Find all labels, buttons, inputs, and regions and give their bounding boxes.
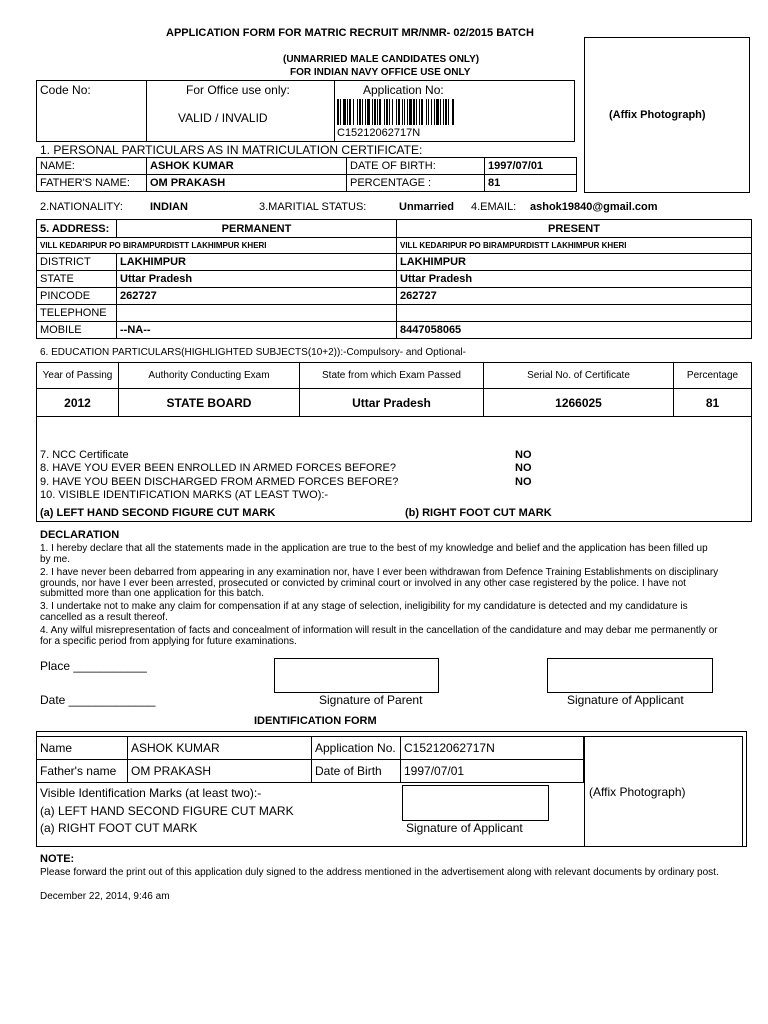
marital-label: 3.MARITIAL STATUS:	[259, 201, 367, 213]
q10-text: 10. VISIBLE IDENTIFICATION MARKS (AT LEAST TWO):-	[40, 489, 329, 501]
code-label: Code No:	[40, 83, 91, 97]
edu-header-state: State from which Exam Passed	[300, 363, 484, 389]
permanent-header: PERMANENT	[117, 220, 397, 238]
nationality-label: 2.NATIONALITY:	[40, 201, 123, 213]
q7-answer: NO	[515, 449, 532, 461]
declaration-heading: DECLARATION	[40, 529, 120, 541]
photo-label: (Affix Photograph)	[609, 109, 706, 121]
date-field[interactable]: Date _____________	[40, 693, 156, 707]
id-applicant-signature-box[interactable]	[402, 785, 549, 821]
note-heading: NOTE:	[40, 853, 75, 865]
email-label: 4.EMAIL:	[471, 201, 517, 213]
id-name-label: Name	[37, 737, 128, 760]
address-table	[36, 219, 752, 339]
parent-signature-box[interactable]	[274, 658, 439, 693]
q7-text: 7. NCC Certificate	[40, 449, 129, 461]
application-no-value: C15212062717N	[337, 127, 421, 139]
form-title: APPLICATION FORM FOR MATRIC RECRUIT MR/NMR- 02/2015 BATCH	[166, 27, 534, 39]
parent-signature-label: Signature of Parent	[319, 693, 423, 707]
telephone-pres	[397, 305, 752, 322]
applicant-signature-box[interactable]	[547, 658, 713, 693]
id-mark-b: (a) RIGHT FOOT CUT MARK	[40, 821, 198, 835]
present-address-line: VILL KEDARIPUR PO BIRAMPURDISTT LAKHIMPUR KHERI	[397, 238, 752, 254]
id-application-value: C15212062717N	[401, 737, 584, 760]
id-applicant-signature-label: Signature of Applicant	[406, 821, 523, 835]
percentage-value: 81	[485, 175, 577, 192]
application-no-label: Application No:	[363, 83, 444, 97]
district-pres: LAKHIMPUR	[397, 254, 752, 271]
id-photo-label: (Affix Photograph)	[589, 785, 686, 799]
id-dob-label: Date of Birth	[312, 760, 401, 783]
id-marks-label: Visible Identification Marks (at least two):-	[40, 786, 262, 800]
telephone-perm	[117, 305, 397, 322]
present-header: PRESENT	[397, 220, 752, 238]
mark-b: (b) RIGHT FOOT CUT MARK	[405, 507, 552, 519]
id-name-value: ASHOK KUMAR	[128, 737, 312, 760]
edu-state: Uttar Pradesh	[300, 389, 484, 417]
declaration-p4: 4. Any wilful misrepresentation of facts and concealment of information will result in the cancellation of the candidature and may debar me permanently or for a specific period from applying for future examinations.	[40, 625, 718, 647]
name-label: NAME:	[37, 158, 147, 175]
marital-value: Unmarried	[399, 201, 455, 213]
edu-header-year: Year of Passing	[37, 363, 119, 389]
edu-authority: STATE BOARD	[119, 389, 300, 417]
note-text: Please forward the print out of this application duly signed to the address mentioned in the advertisement along with relevant documents by ordinary post.	[40, 867, 719, 878]
edu-year: 2012	[37, 389, 119, 417]
address-label: 5. ADDRESS:	[37, 220, 117, 238]
declaration-p2: 2. I have never been debarred from appearing in any examination nor, have I ever been withdrawan from Defence Training Establishments on disciplinary grounds, nor have I ever been arrested, prosecuted or convicted by criminal court or involved in any other case registered by the police. I have not submitted more than one application for this batch.	[40, 567, 719, 599]
form-subtitle-2: FOR INDIAN NAVY OFFICE USE ONLY	[290, 67, 471, 78]
id-application-label: Application No.	[312, 737, 401, 760]
pincode-pres: 262727	[397, 288, 752, 305]
state-perm: Uttar Pradesh	[117, 271, 397, 288]
q9-text: 9. HAVE YOU BEEN DISCHARGED FROM ARMED FORCES BEFORE?	[40, 476, 399, 488]
form-subtitle-1: (UNMARRIED MALE CANDIDATES ONLY)	[283, 54, 480, 65]
dob-label: DATE OF BIRTH:	[347, 158, 485, 175]
id-father-value: OM PRAKASH	[128, 760, 312, 783]
district-label: DISTRICT	[37, 254, 117, 271]
identification-heading: IDENTIFICATION FORM	[254, 715, 377, 727]
mobile-label: MOBILE	[37, 322, 117, 339]
place-field[interactable]: Place ___________	[40, 659, 147, 673]
state-pres: Uttar Pradesh	[397, 271, 752, 288]
percentage-label: PERCENTAGE :	[347, 175, 485, 192]
state-label: STATE	[37, 271, 117, 288]
district-perm: LAKHIMPUR	[117, 254, 397, 271]
timestamp: December 22, 2014, 9:46 am	[40, 891, 170, 902]
q9-answer: NO	[515, 476, 532, 488]
personal-heading: 1. PERSONAL PARTICULARS AS IN MATRICULATION CERTIFICATE:	[40, 143, 423, 157]
father-label: FATHER'S NAME:	[37, 175, 147, 192]
declaration-p3: 3. I undertake not to make any claim for compensation if at any stage of selection, ineligibility for my candidature is detected and my candidature is cancelled as a result thereof.	[40, 601, 688, 623]
id-mark-a: (a) LEFT HAND SECOND FIGURE CUT MARK	[40, 804, 294, 818]
personal-table	[36, 157, 577, 192]
telephone-label: TELEPHONE	[37, 305, 117, 322]
identification-table	[36, 736, 584, 783]
edu-header-serial: Serial No. of Certificate	[484, 363, 674, 389]
mobile-pres: 8447058065	[397, 322, 752, 339]
mark-a: (a) LEFT HAND SECOND FIGURE CUT MARK	[40, 507, 276, 519]
pincode-label: PINCODE	[37, 288, 117, 305]
q8-answer: NO	[515, 462, 532, 474]
dob-value: 1997/07/01	[485, 158, 577, 175]
name-value: ASHOK KUMAR	[147, 158, 347, 175]
id-father-label: Father's name	[37, 760, 128, 783]
valid-invalid-label: VALID / INVALID	[178, 111, 268, 125]
edu-header-authority: Authority Conducting Exam	[119, 363, 300, 389]
applicant-signature-label: Signature of Applicant	[567, 693, 684, 707]
q8-text: 8. HAVE YOU EVER BEEN ENROLLED IN ARMED FORCES BEFORE?	[40, 462, 396, 474]
id-dob-value: 1997/07/01	[401, 760, 584, 783]
education-table	[36, 362, 752, 417]
nationality-value: INDIAN	[150, 201, 188, 213]
father-value: OM PRAKASH	[147, 175, 347, 192]
declaration-p1: 1. I hereby declare that all the statements made in the application are true to the best of my knowledge and belief and the application has been filled up by me.	[40, 543, 708, 565]
email-value: ashok19840@gmail.com	[530, 201, 658, 213]
office-use-label: For Office use only:	[186, 83, 290, 97]
permanent-address-line: VILL KEDARIPUR PO BIRAMPURDISTT LAKHIMPUR KHERI	[37, 238, 397, 254]
edu-serial: 1266025	[484, 389, 674, 417]
education-heading: 6. EDUCATION PARTICULARS(HIGHLIGHTED SUBJECTS(10+2)):-Compulsory- and Optional-	[40, 347, 466, 358]
edu-percentage: 81	[674, 389, 752, 417]
barcode-icon	[337, 99, 565, 125]
edu-header-percentage: Percentage	[674, 363, 752, 389]
pincode-perm: 262727	[117, 288, 397, 305]
mobile-perm: --NA--	[117, 322, 397, 339]
